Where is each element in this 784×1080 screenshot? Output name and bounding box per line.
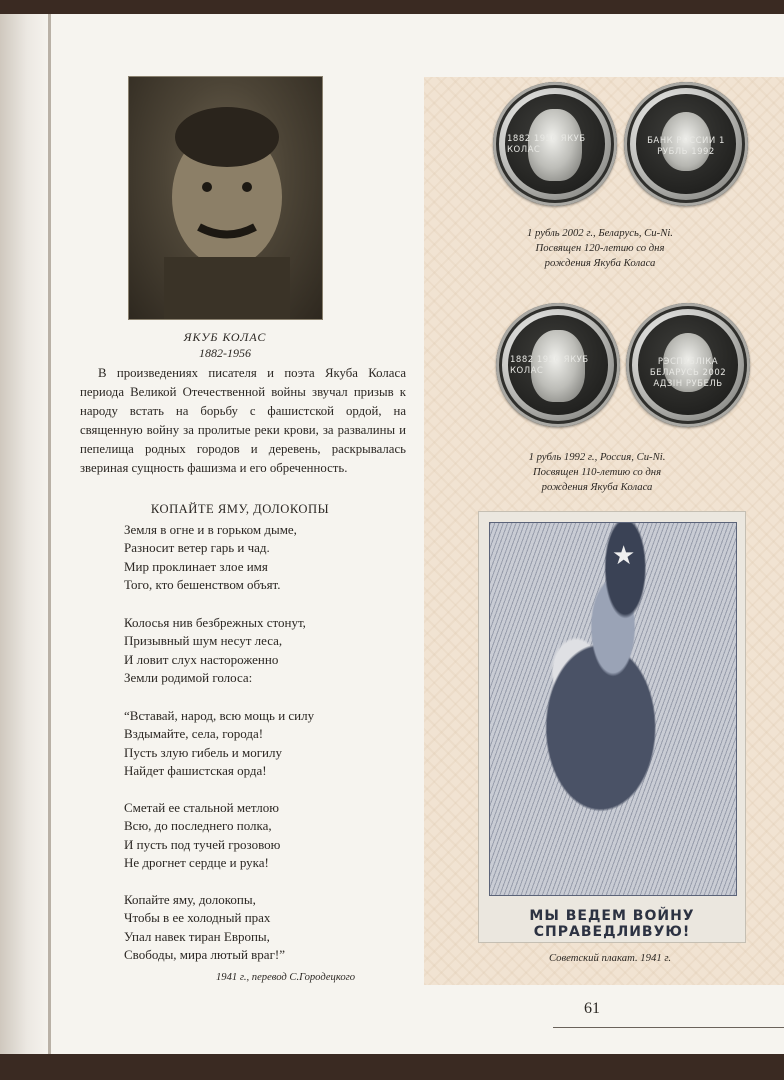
- poem-line: И пусть под тучей грозовою: [124, 836, 281, 852]
- poem-line: Пусть злую гибель и могилу: [124, 744, 282, 760]
- caption-line: рождения Якуба Коласа: [544, 257, 656, 269]
- caption-line: Посвящен 110-летию со дня: [532, 466, 662, 478]
- book-spine-shadow: [0, 14, 50, 1054]
- poem-line: Копайте яму, долокопы,: [124, 892, 256, 907]
- coin-inscription: 1882 1956 ЯКУБ КОЛАС: [507, 134, 586, 155]
- caption-line: рождения Якуба Коласа: [541, 481, 653, 493]
- poem-line: Того, кто бешенством объят.: [124, 576, 281, 592]
- poem-stanza: [124, 614, 384, 687]
- poem-line: Колосья нив безбрежных стонут,: [124, 615, 306, 630]
- poem-stanza: [124, 521, 384, 594]
- poem-stanza: [124, 891, 384, 964]
- poem-line: И ловит слух настороженно: [124, 651, 279, 667]
- coin-2002-obverse: [493, 82, 617, 206]
- poem-line: Мир проклинает злое имя: [124, 558, 268, 574]
- poem-line: Вздымайте, села, города!: [124, 726, 264, 742]
- poem-line: Найдет фашистская орда!: [124, 762, 267, 778]
- portrait-years: 1882-1956: [199, 346, 251, 360]
- portrait-photo: [128, 76, 323, 320]
- poem-line: Земли родимой голоса:: [124, 669, 253, 685]
- poem-title: КОПАЙТЕ ЯМУ, ДОЛОКОПЫ: [150, 502, 330, 516]
- coin-caption-1992: [497, 450, 697, 495]
- coin-inscription: РЭСПУБЛІКА БЕЛАРУСЬ 2002 АДЗІН РУБЕЛЬ: [649, 357, 727, 389]
- poem-line: Чтобы в ее холодный прах: [124, 910, 271, 926]
- poster-caption: Советский плакат. 1941 г.: [548, 952, 672, 964]
- poem-line: Не дрогнет сердце и рука!: [124, 854, 269, 870]
- book-gutter: [48, 14, 51, 1054]
- portrait-name: ЯКУБ КОЛАС: [183, 330, 267, 344]
- coin-2002-reverse: [624, 82, 748, 206]
- coin-inscription: 1882 1956 ЯКУБ КОЛАС: [510, 355, 589, 376]
- poem-line: “Вставай, народ, всю мощь и силу: [124, 708, 315, 723]
- poem-line: Сметай ее стальной метлою: [124, 800, 279, 815]
- poem-line: Разносит ветер гарь и чад.: [124, 540, 270, 556]
- caption-line: 1 рубль 2002 г., Беларусь, Cu-Ni.: [527, 227, 673, 239]
- coin-inscription: БАНК РОССИИ 1 РУБЛЬ 1992: [647, 136, 725, 157]
- portrait-illustration: [129, 77, 323, 320]
- poem-attribution: 1941 г., перевод С.Городецкого: [216, 972, 356, 983]
- poem-line: Земля в огне и в горьком дыме,: [124, 522, 297, 537]
- coin-1992-reverse: [626, 303, 750, 427]
- coin-1992-obverse: [496, 303, 620, 427]
- coin-caption-2002: [500, 226, 700, 271]
- footer-divider: [553, 1027, 784, 1028]
- poster-slogan: МЫ ВЕДЕМ ВОЙНУ СПРАВЕДЛИВУЮ!: [529, 908, 695, 940]
- page-number: 61: [584, 1000, 600, 1017]
- poem-line: Упал навек тиран Европы,: [124, 928, 270, 944]
- poem-stanza: [124, 707, 384, 780]
- star-icon: ★: [612, 541, 636, 571]
- soviet-poster: [478, 511, 746, 943]
- intro-paragraph: В произведениях писателя и поэта Якуба Коласа периода Великой Отечественной войны звучал призыв к народу встать на борьбу с фашистской ордой, на священную войну за пролитые реки крови, за развалины и пепелища родных городов и деревень, раскрывалась звериная сущность фашизма и его обреченность.: [80, 366, 406, 475]
- poster-illustration: [489, 522, 737, 896]
- poem-line: Призывный шум несут леса,: [124, 633, 283, 649]
- poem-line: Свободы, мира лютый враг!”: [124, 946, 286, 962]
- caption-line: 1 рубль 1992 г., Россия, Cu-Ni.: [528, 451, 666, 463]
- poem-stanza: [124, 799, 384, 872]
- caption-line: Посвящен 120-летию со дня: [535, 242, 665, 254]
- poem-line: Всю, до последнего полка,: [124, 818, 272, 834]
